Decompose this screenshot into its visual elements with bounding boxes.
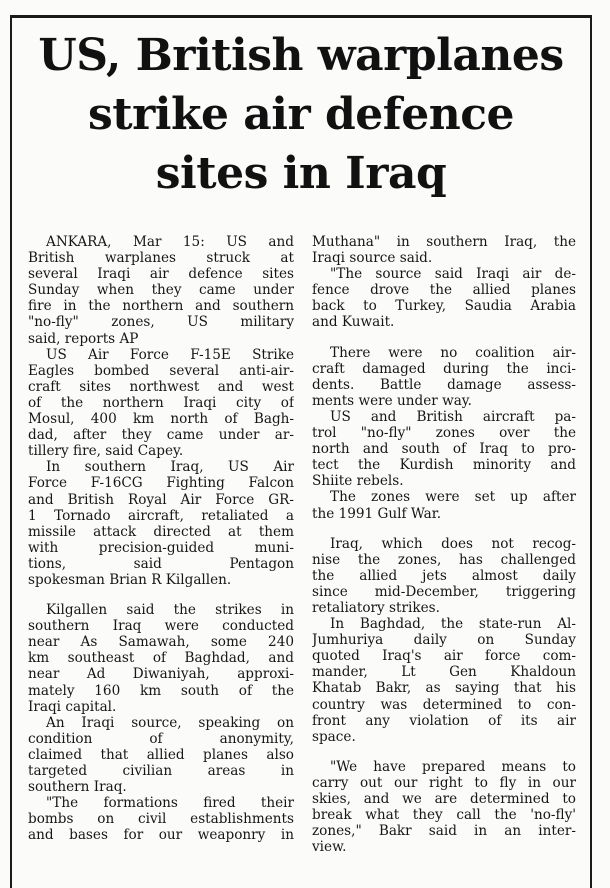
paragraph	[312, 759, 576, 856]
text-line: tect the Kurdish minority and	[312, 457, 576, 474]
text-line: Iraqi source said.	[312, 250, 433, 267]
paragraph	[312, 409, 576, 489]
text-line: near As Samawah, some 240	[28, 634, 294, 651]
text-line: tillery fire, said Capey.	[28, 443, 184, 460]
text-line: Force F-16CG Fighting Falcon	[28, 475, 294, 492]
paragraph	[28, 459, 294, 588]
paragraph	[28, 347, 294, 460]
text-line: country was determined to con-	[312, 696, 576, 713]
headline	[12, 26, 590, 203]
text-line: Eagles bombed several anti-air-	[28, 362, 294, 379]
text-line: with precision-guided muni-	[28, 539, 294, 556]
text-line: Muthana" in southern Iraq, the	[312, 234, 576, 250]
text-line: In Baghdad, the state-run Al-	[330, 616, 576, 633]
paragraph-gap	[28, 588, 294, 602]
paragraph	[28, 715, 294, 795]
text-line: view.	[312, 839, 347, 856]
text-line: fire in the northern and southern	[28, 298, 294, 315]
text-line: of the northern Iraqi city of	[28, 394, 294, 411]
text-line: nise the zones, has challenged	[312, 551, 576, 568]
text-line: Iraq, which does not recog-	[330, 535, 576, 552]
text-line: the allied jets almost daily	[312, 567, 576, 584]
paragraph	[312, 616, 576, 745]
text-line: "We have prepared means to	[330, 758, 576, 775]
text-line: condition of anonymity,	[28, 730, 294, 747]
text-line: missile attack directed at them	[28, 523, 294, 540]
text-line: British warplanes struck at	[28, 250, 294, 267]
text-line: near Ad Diwaniyah, approxi-	[28, 666, 294, 683]
text-line: claimed that allied planes also	[28, 746, 294, 763]
paragraph-gap	[312, 522, 576, 536]
text-line: skies, and we are determined to	[312, 791, 576, 807]
text-line: southern Iraq.	[28, 779, 127, 796]
text-line: dad, after they came under ar-	[28, 427, 294, 444]
text-line: retaliatory strikes.	[312, 599, 440, 616]
text-line: "The formations fired their	[46, 795, 294, 812]
text-line: craft damaged during the inci-	[312, 360, 576, 377]
text-line: back to Turkey, Saudia Arabia	[312, 298, 576, 315]
text-line: fence drove the allied planes	[312, 282, 576, 299]
headline-line: US, British warplanes	[38, 30, 564, 81]
paragraph	[312, 536, 576, 616]
text-line: Iraqi capital.	[28, 698, 117, 715]
text-line: The zones were set up after	[330, 489, 576, 506]
text-line: craft sites northwest and west	[28, 378, 294, 395]
right-border	[590, 15, 592, 888]
text-line: carry out our right to fly in our	[312, 774, 576, 791]
text-line: front any violation of its air	[312, 712, 576, 729]
text-line: An Iraqi source, speaking on	[46, 714, 294, 731]
paragraph	[28, 602, 294, 715]
text-line: targeted civilian areas in	[28, 763, 294, 779]
text-line: zones," Bakr said in an inter-	[312, 823, 576, 840]
paragraph-gap	[312, 331, 576, 345]
text-line: space.	[312, 728, 356, 745]
article-column-left	[28, 234, 294, 843]
text-line: break what they call the 'no-fly'	[312, 807, 576, 824]
text-line: ments were under way.	[312, 392, 473, 409]
text-line: and Kuwait.	[312, 314, 395, 331]
text-line: km southeast of Baghdad, and	[28, 650, 294, 667]
paragraph	[312, 345, 576, 409]
text-line: the 1991 Gulf War.	[312, 505, 442, 522]
text-line: Mosul, 400 km north of Bagh-	[28, 411, 294, 428]
text-line: quoted Iraq's air force com-	[312, 648, 576, 665]
text-line: mately 160 km south of the	[28, 682, 294, 699]
paragraph	[28, 234, 294, 347]
text-line: 1 Tornado aircraft, retaliated a	[28, 507, 294, 524]
top-rule	[10, 15, 592, 18]
text-line: "no-fly" zones, US military	[28, 314, 294, 331]
text-line: US Air Force F-15E Strike	[46, 346, 294, 363]
headline-line: sites in Iraq	[155, 148, 447, 199]
article-column-right	[312, 234, 576, 855]
text-line: bombs on civil establishments	[28, 811, 294, 828]
text-line: mander, Lt Gen Khaldoun	[312, 664, 576, 681]
text-line: ANKARA, Mar 15: US and	[46, 234, 294, 250]
text-line: Khatab Bakr, as saying that his	[312, 680, 576, 697]
text-line: There were no coalition air-	[330, 344, 576, 361]
text-line: tions, said Pentagon	[28, 555, 294, 572]
text-line: said, reports AP	[28, 330, 139, 347]
text-line: several Iraqi air defence sites	[28, 266, 294, 283]
text-line: Kilgallen said the strikes in	[46, 602, 294, 619]
paragraph-gap	[312, 745, 576, 759]
paragraph	[312, 266, 576, 330]
paragraph	[28, 795, 294, 843]
paragraph	[312, 234, 576, 266]
text-line: Shiite rebels.	[312, 473, 404, 490]
text-line: In southern Iraq, US Air	[46, 459, 294, 476]
text-line: Sunday when they came under	[28, 282, 294, 299]
paragraph	[312, 489, 576, 521]
text-line: trol "no-fly" zones over the	[312, 425, 576, 442]
text-line: and bases for our weaponry in	[28, 827, 294, 844]
text-line: southern Iraq were conducted	[28, 618, 294, 635]
text-line: US and British aircraft pa-	[330, 408, 576, 425]
text-line: dents. Battle damage assess-	[312, 376, 576, 393]
top-edge	[0, 0, 610, 14]
headline-line: strike air defence	[88, 89, 514, 140]
text-line: Jumhuriya daily on Sunday	[312, 632, 576, 649]
text-line: since mid-December, triggering	[312, 583, 576, 600]
text-line: and British Royal Air Force GR-	[28, 491, 294, 508]
text-line: "The source said Iraqi air de-	[330, 266, 576, 283]
text-line: spokesman Brian R Kilgallen.	[28, 571, 232, 588]
text-line: north and south of Iraq to pro-	[312, 441, 576, 458]
